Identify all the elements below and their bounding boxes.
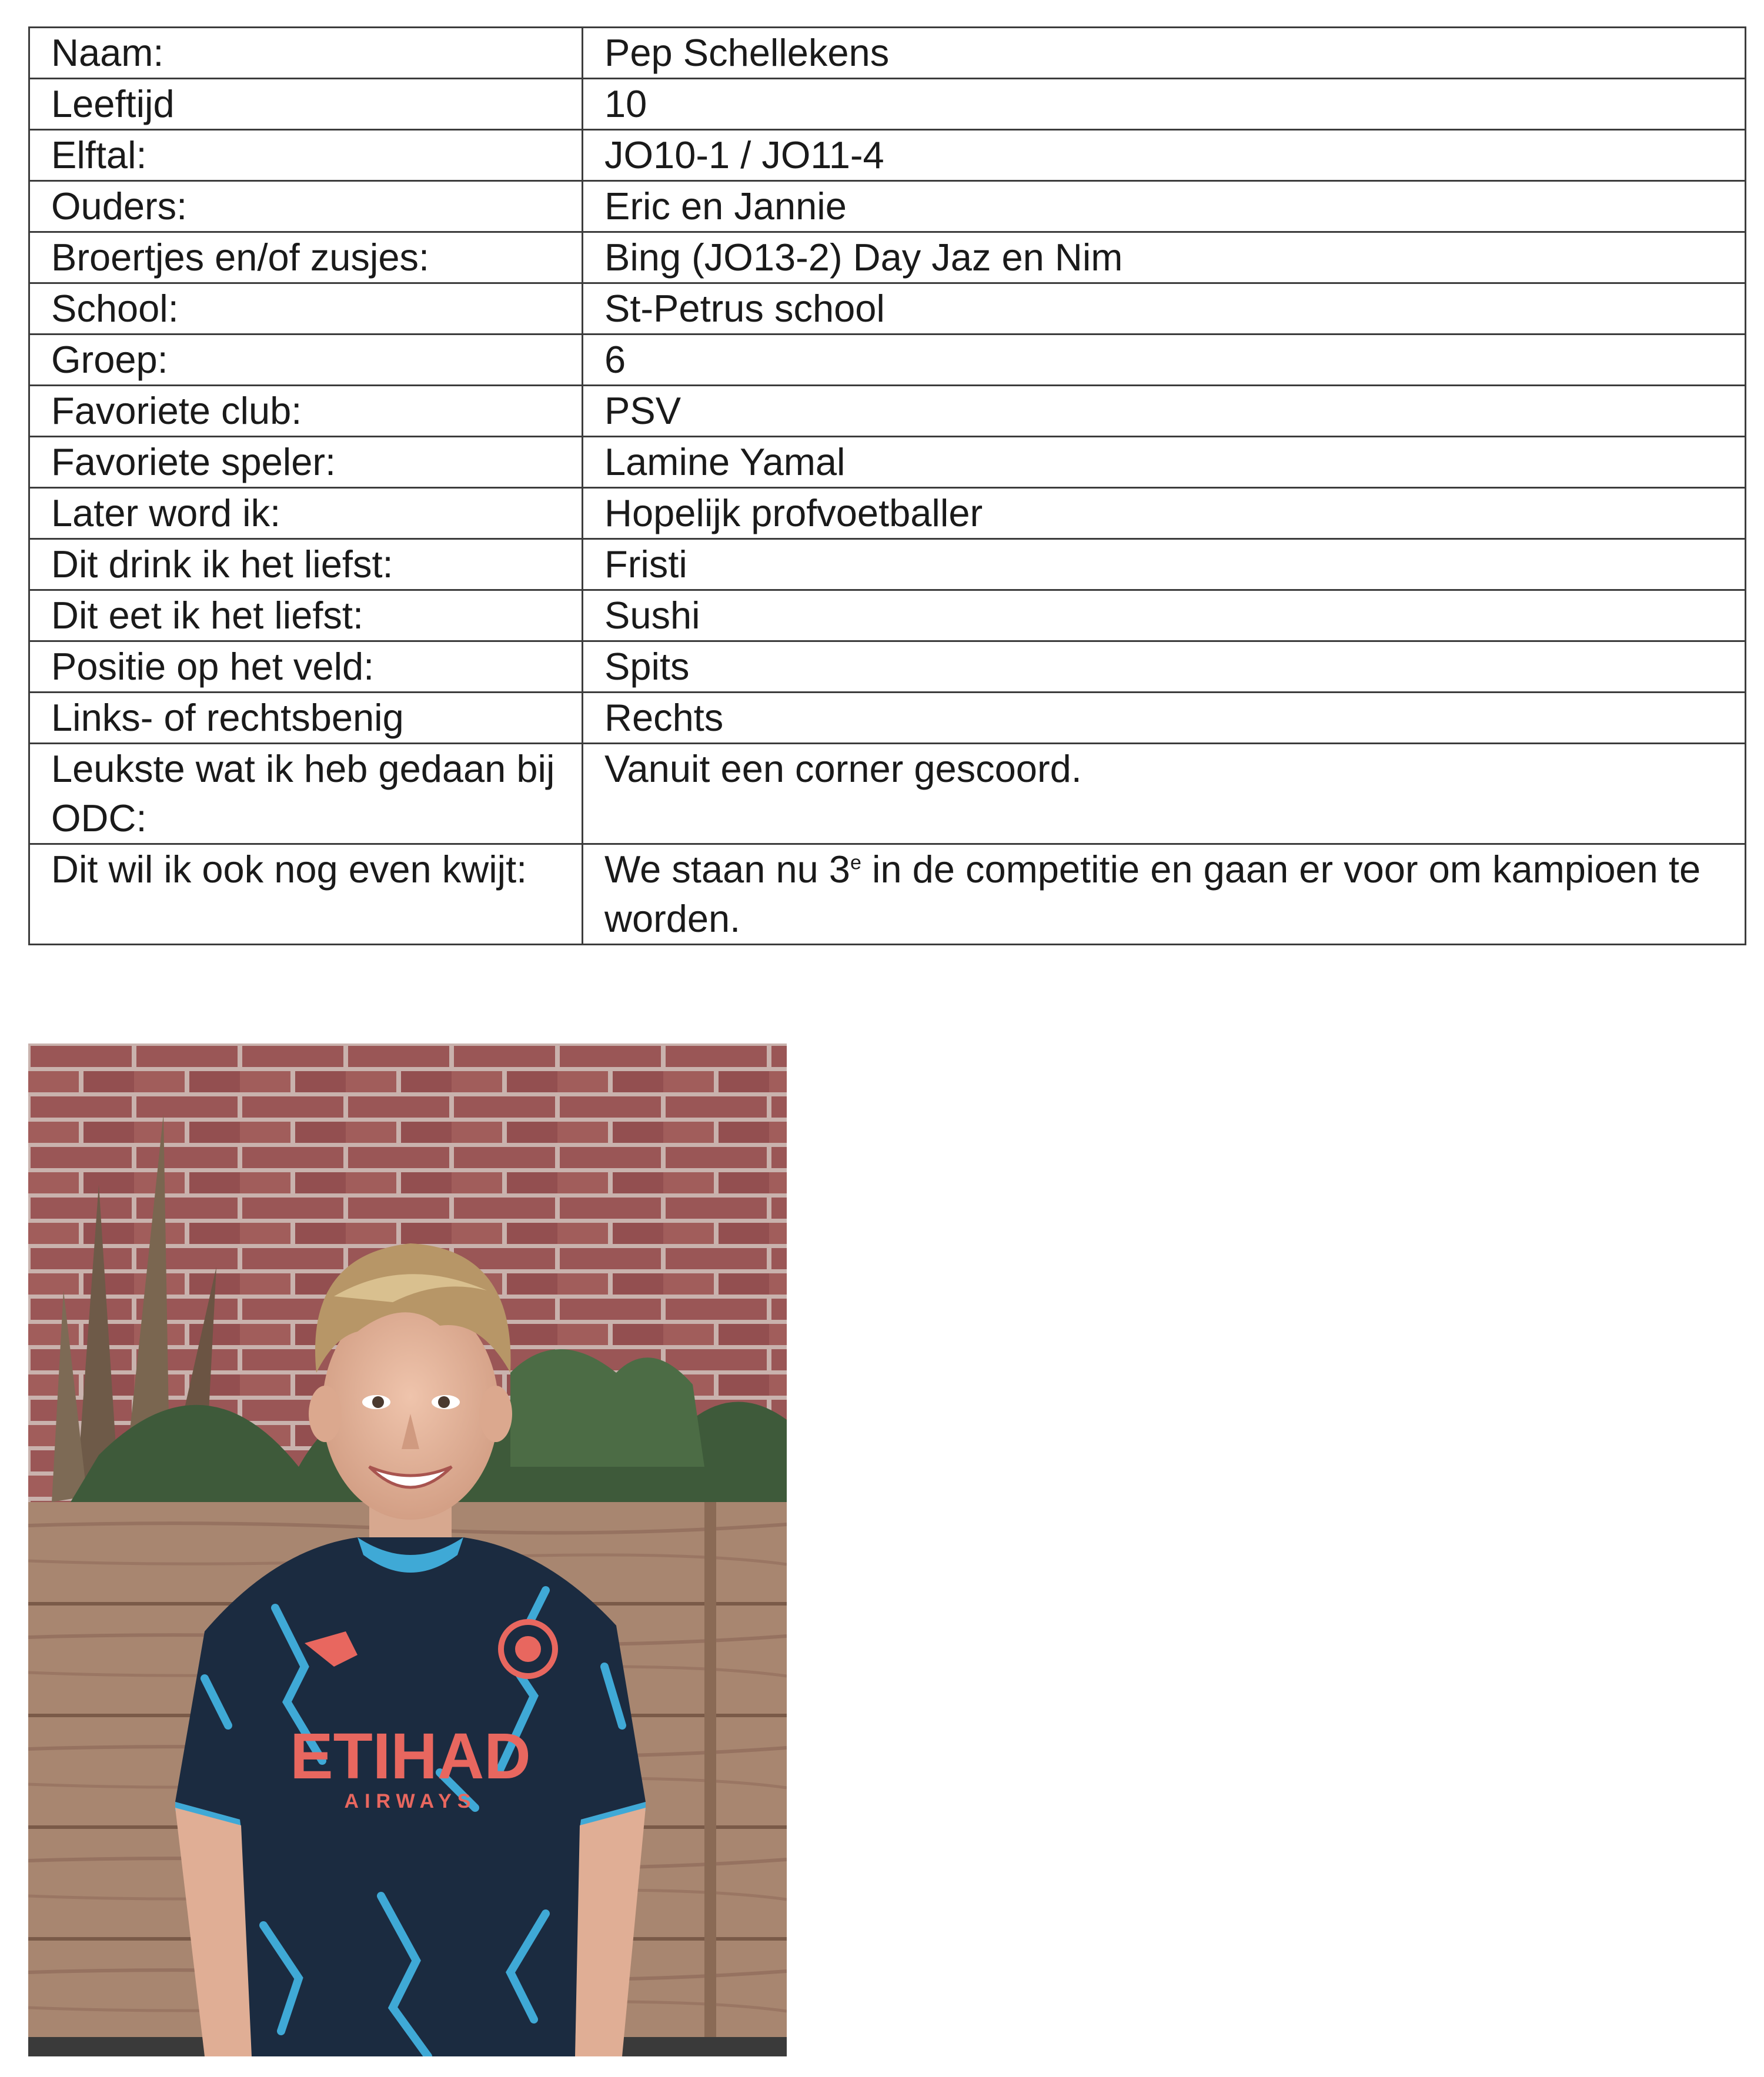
table-row xyxy=(29,641,1746,693)
row-label: Leukste wat ik heb gedaan bij ODC: xyxy=(29,744,583,844)
table-row xyxy=(29,181,1746,232)
table-row xyxy=(29,590,1746,641)
row-value-part: We staan nu 3 xyxy=(604,848,850,891)
table-row xyxy=(29,539,1746,590)
row-label: Links- of rechtsbenig xyxy=(29,693,583,744)
table-row xyxy=(29,79,1746,130)
table-row xyxy=(29,232,1746,283)
shirt-sponsor: ETIHAD xyxy=(290,1720,531,1792)
row-label: Dit wil ik ook nog even kwijt: xyxy=(29,844,583,945)
row-label: Favoriete club: xyxy=(29,386,583,437)
row-label: Ouders: xyxy=(29,181,583,232)
row-value: Sushi xyxy=(583,590,1746,641)
table-row xyxy=(29,844,1746,945)
table-row xyxy=(29,437,1746,488)
table-row xyxy=(29,283,1746,335)
row-value-part: in de competitie en gaan er voor om kampioen te worden. xyxy=(604,848,1701,940)
player-photo xyxy=(28,1043,787,2056)
row-label: Broertjes en/of zusjes: xyxy=(29,232,583,283)
row-value: PSV xyxy=(583,386,1746,437)
table-row xyxy=(29,386,1746,437)
row-label: Naam: xyxy=(29,28,583,79)
row-value xyxy=(583,844,1746,945)
row-value: St-Petrus school xyxy=(583,283,1746,335)
row-label: Favoriete speler: xyxy=(29,437,583,488)
row-value: Hopelijk profvoetballer xyxy=(583,488,1746,539)
row-value: Rechts xyxy=(583,693,1746,744)
row-label: Positie op het veld: xyxy=(29,641,583,693)
row-value: Spits xyxy=(583,641,1746,693)
profile-table xyxy=(28,26,1746,945)
table-row xyxy=(29,693,1746,744)
row-label: Later word ik: xyxy=(29,488,583,539)
table-row xyxy=(29,335,1746,386)
row-label: Groep: xyxy=(29,335,583,386)
row-label: Elftal: xyxy=(29,130,583,181)
table-row xyxy=(29,488,1746,539)
row-label: School: xyxy=(29,283,583,335)
row-value: Bing (JO13-2) Day Jaz en Nim xyxy=(583,232,1746,283)
row-value: Pep Schellekens xyxy=(583,28,1746,79)
row-value: 6 xyxy=(583,335,1746,386)
table-row xyxy=(29,28,1746,79)
row-value: Vanuit een corner gescoord. xyxy=(583,744,1746,844)
row-value: Lamine Yamal xyxy=(583,437,1746,488)
table-row xyxy=(29,744,1746,844)
row-value: JO10-1 / JO11-4 xyxy=(583,130,1746,181)
row-value: 10 xyxy=(583,79,1746,130)
row-value: Fristi xyxy=(583,539,1746,590)
shirt-sponsor-sub: AIRWAYS xyxy=(344,1790,477,1812)
row-value: Eric en Jannie xyxy=(583,181,1746,232)
row-label: Dit drink ik het liefst: xyxy=(29,539,583,590)
row-label: Leeftijd xyxy=(29,79,583,130)
ordinal-suffix: e xyxy=(850,851,861,874)
table-row xyxy=(29,130,1746,181)
row-label: Dit eet ik het liefst: xyxy=(29,590,583,641)
